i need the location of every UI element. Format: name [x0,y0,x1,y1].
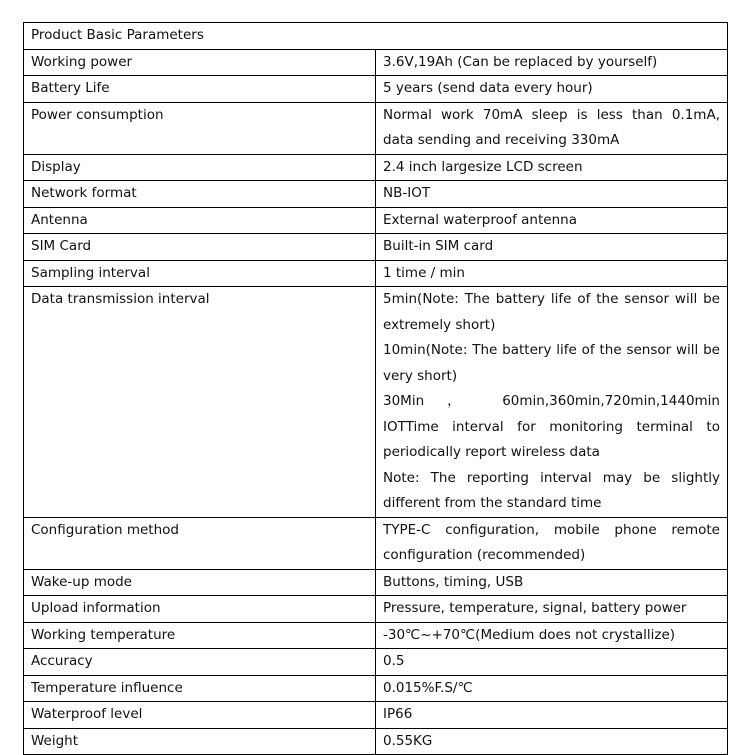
parameter-label: Wake-up mode [24,569,376,596]
parameter-value-line: Built-in SIM card [383,238,494,254]
parameter-value [376,596,728,623]
parameter-value [376,181,728,208]
parameter-label: Data transmission interval [24,287,376,518]
parameter-label: Network format [24,181,376,208]
parameter-value-line: 0.5 [383,653,405,669]
parameter-value [376,622,728,649]
table-row [24,181,728,208]
parameter-label: Working temperature [24,622,376,649]
table-row [24,569,728,596]
table-row [24,675,728,702]
parameter-value [376,675,728,702]
parameter-value-line: 1 time / min [383,264,465,281]
table-row [24,102,728,154]
parameter-label: Temperature influence [24,675,376,702]
parameter-value [376,49,728,76]
parameter-value [376,207,728,234]
parameter-value-line: Buttons, timing, USB [383,573,524,590]
parameter-value-line: Note: The reporting interval may be slightly different from the standard time [383,469,720,511]
table-row [24,49,728,76]
table-title-row [24,23,728,50]
parameter-label: Working power [24,49,376,76]
product-parameters-table [23,22,728,755]
parameter-label: Antenna [24,207,376,234]
table-row [24,260,728,287]
parameter-value [376,702,728,729]
table-row [24,76,728,103]
parameter-value-line: TYPE-C configuration, mobile phone remote configuration (recommended) [383,521,720,563]
table-row [24,728,728,755]
parameter-label: Display [24,154,376,181]
parameter-value [376,154,728,181]
parameter-label: Waterproof level [24,702,376,729]
parameter-label: Configuration method [24,517,376,569]
table-row [24,596,728,623]
parameter-label: Upload information [24,596,376,623]
parameter-value-line: 5 years (send data every hour) [383,80,593,96]
parameter-value [376,728,728,755]
parameter-value [376,102,728,154]
parameter-value-line: 30Min ， 60min,360min,720min,1440min IOTTime interval for monitoring terminal to periodically report wireless data [383,393,720,460]
table-row [24,207,728,234]
parameter-value-line: NB-IOT [383,185,431,201]
parameter-label: Weight [24,728,376,755]
parameter-value [376,569,728,596]
table-row [24,622,728,649]
parameter-value [376,649,728,676]
parameter-value-line: 0.55KG [383,732,433,749]
parameter-value-line: 2.4 inch largesize LCD screen [383,158,583,175]
parameter-label: Sampling interval [24,260,376,287]
parameter-value-line: 3.6V,19Ah (Can be replaced by yourself) [383,53,658,70]
parameter-value-line: Normal work 70mA sleep is less than 0.1mA, data sending and receiving 330mA [383,106,720,148]
parameter-value [376,234,728,261]
table-row [24,234,728,261]
table-row [24,517,728,569]
parameter-label: Power consumption [24,102,376,154]
table-row [24,287,728,518]
table-row [24,154,728,181]
table-row [24,649,728,676]
parameter-label: Accuracy [24,649,376,676]
parameter-value-line: -30℃~+70℃(Medium does not crystallize) [383,626,676,643]
parameter-value-line: Pressure, temperature, signal, battery power [383,600,687,616]
parameter-value-line: 10min(Note: The battery life of the sensor will be very short) [383,342,720,384]
parameter-value-line: IP66 [383,706,413,722]
table-row [24,702,728,729]
parameter-value-line: 0.015%F.S/℃ [383,679,473,696]
parameter-value [376,517,728,569]
parameter-value [376,260,728,287]
parameter-value [376,76,728,103]
parameter-value-line: External waterproof antenna [383,211,577,228]
parameter-label: SIM Card [24,234,376,261]
table-title: Product Basic Parameters [24,23,728,50]
parameter-value [376,287,728,518]
parameter-value-line: 5min(Note: The battery life of the sensor will be extremely short) [383,291,720,333]
parameter-label: Battery Life [24,76,376,103]
